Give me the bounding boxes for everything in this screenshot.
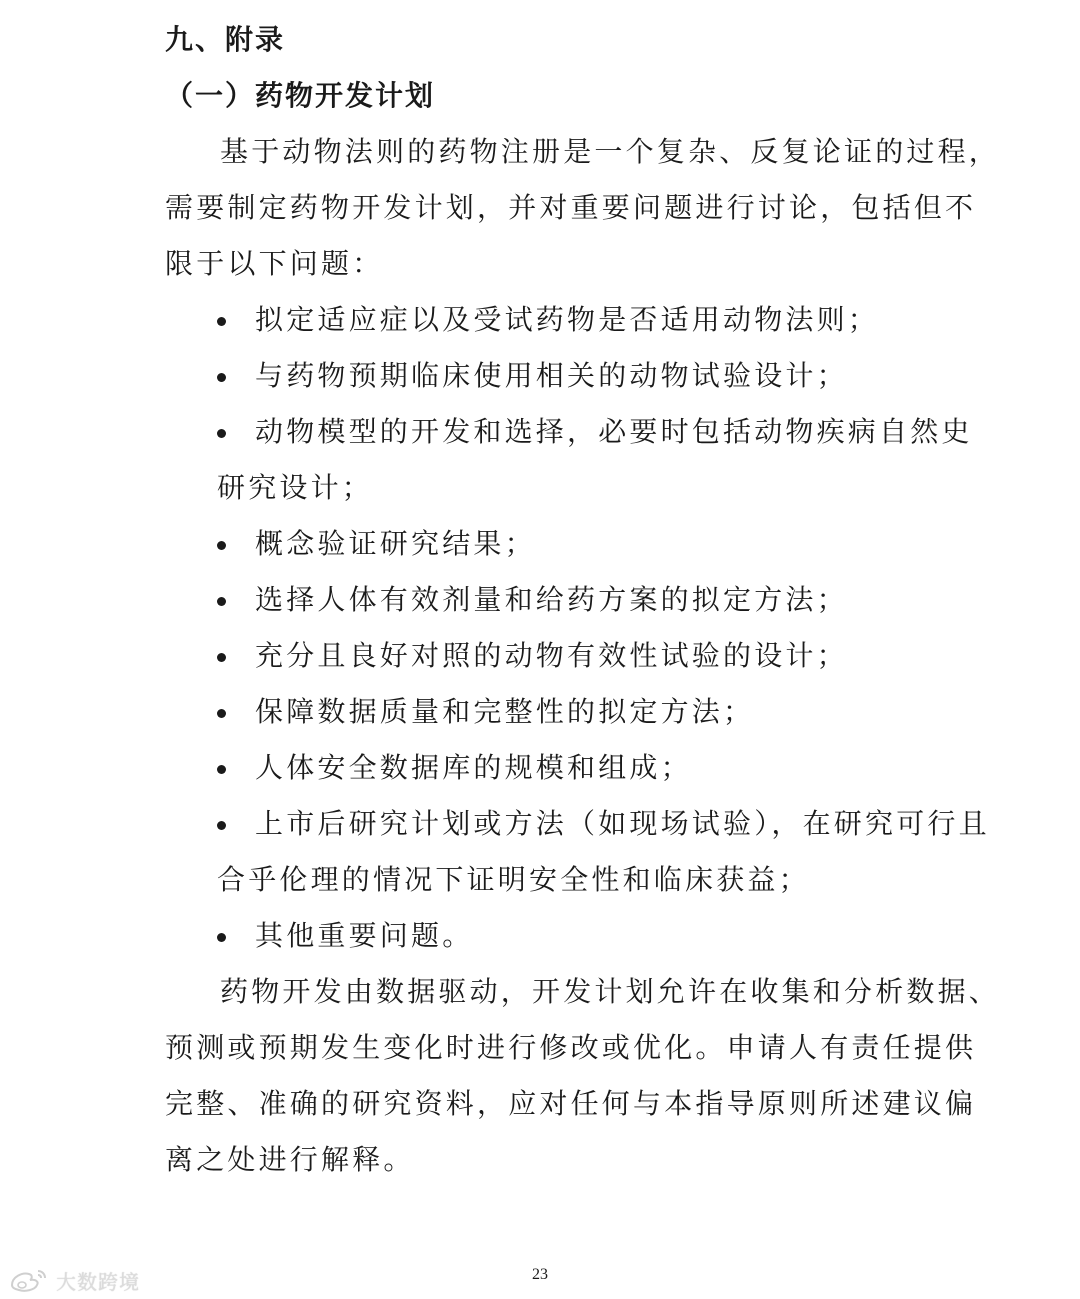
bullet-icon [217,765,226,774]
bullet-text-continued: 研究设计； [217,471,374,504]
bullet-text: 上市后研究计划或方法（如现场试验），在研究可行且 [255,807,990,840]
section-heading: 九、附录 [165,23,286,56]
closing-paragraph-line: 离之处进行解释。 [165,1143,415,1176]
bullet-text: 动物模型的开发和选择，必要时包括动物疾病自然史 [255,415,973,448]
bullet-icon [217,429,226,438]
bullet-icon [217,653,226,662]
closing-paragraph-line: 完整、准确的研究资料，应对任何与本指导原则所述建议偏 [165,1087,977,1120]
weibo-icon [8,1267,52,1293]
bullet-text: 与药物预期临床使用相关的动物试验设计； [255,359,848,392]
bullet-icon [217,373,226,382]
bullet-text: 人体安全数据库的规模和组成； [255,751,692,784]
bullet-text: 保障数据质量和完整性的拟定方法； [255,695,755,728]
bullet-text-continued: 合乎伦理的情况下证明安全性和临床获益； [217,863,810,896]
bullet-text: 其他重要问题。 [255,919,474,952]
closing-paragraph-line: 药物开发由数据驱动，开发计划允许在收集和分析数据、 [220,975,1001,1008]
bullet-icon [217,821,226,830]
intro-paragraph-line: 基于动物法则的药物注册是一个复杂、反复论证的过程， [220,135,1001,168]
closing-paragraph-line: 预测或预期发生变化时进行修改或优化。申请人有责任提供 [165,1031,977,1064]
bullet-icon [217,933,226,942]
intro-paragraph-line: 需要制定药物开发计划，并对重要问题进行讨论，包括但不 [165,191,977,224]
bullet-icon [217,317,226,326]
bullet-icon [217,709,226,718]
bullet-text: 拟定适应症以及受试药物是否适用动物法则； [255,303,880,336]
bullet-icon [217,597,226,606]
watermark-text: 大数跨境 [56,1269,140,1294]
bullet-text: 概念验证研究结果； [255,527,536,560]
page-number: 23 [532,1266,548,1283]
watermark [8,1266,140,1294]
bullet-icon [217,541,226,550]
bullet-text: 充分且良好对照的动物有效性试验的设计； [255,639,848,672]
bullet-text: 选择人体有效剂量和给药方案的拟定方法； [255,583,848,616]
intro-paragraph-line: 限于以下问题： [165,247,384,280]
subsection-heading: （一）药物开发计划 [165,79,436,112]
